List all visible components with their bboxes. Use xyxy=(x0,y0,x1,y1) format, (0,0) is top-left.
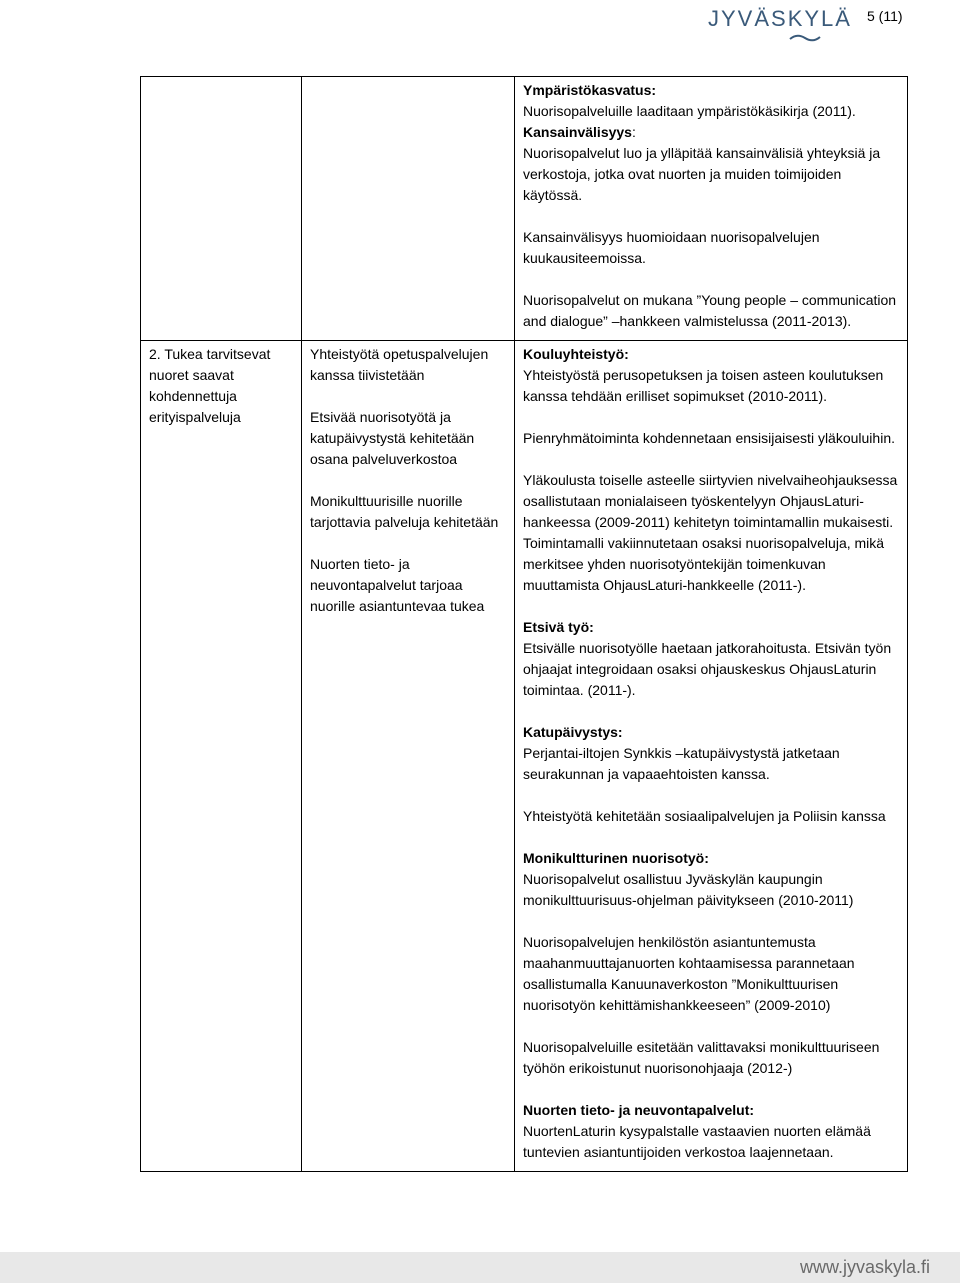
website-link[interactable]: www.jyvaskyla.fi xyxy=(799,1257,930,1277)
measure-item: Monikulttuurisille nuorille tarjottavia palveluja kehitetään xyxy=(310,493,499,530)
wave-icon xyxy=(788,33,822,43)
measure-item: Etsivää nuorisotyötä ja katupäivystystä kehitetään osana palveluverkostoa xyxy=(310,409,475,467)
heading-colon: : xyxy=(631,124,636,140)
table-cell xyxy=(302,77,515,341)
paragraph: Kansainvälisyys huomioidaan nuorisopalvelujen kuukausiteemoissa. xyxy=(523,229,820,266)
paragraph: NuortenLaturin kysypalstalle vastaavien nuorten elämää tuntevien asiantuntijoiden verkostoa laajennetaan. xyxy=(523,1123,871,1160)
jyvaskyla-logo xyxy=(708,6,852,46)
multicultural-work-heading: Monikultturinen nuorisotyö: xyxy=(523,850,709,866)
measure-item: Yhteistyötä opetuspalvelujen kanssa tiivistetään xyxy=(310,346,489,383)
table-cell xyxy=(141,77,302,341)
page-number: 5 (11) xyxy=(867,8,903,24)
measure-item: Nuorten tieto- ja neuvontapalvelut tarjoaa nuorille asiantuntevaa tukea xyxy=(310,556,485,614)
paragraph: Nuorisopalvelujen henkilöstön asiantuntemusta maahanmuuttajanuorten kohtaamisessa parannetaan osallistumalla Kanuunaverkoston ”Monikulttuurisen nuorisotyön kehittämishankkeeseen” (2009-2010) xyxy=(523,934,855,1013)
footer-bar xyxy=(0,1252,960,1283)
measures-cell xyxy=(302,341,515,1172)
paragraph xyxy=(523,122,899,143)
paragraph: Etsivälle nuorisotyölle haetaan jatkorahoitusta. Etsivän työn ohjaajat integroidaan osaksi ohjauskeskus OhjausLaturin toimintaa. (2011-). xyxy=(523,640,892,698)
goal-cell xyxy=(141,341,302,1172)
street-patrol-heading: Katupäivystys: xyxy=(523,724,623,740)
environment-heading: Ympäristökasvatus: xyxy=(523,82,657,98)
paragraph: Perjantai-iltojen Synkkis –katupäivystystä jatketaan seurakunnan ja vapaaehtoisten kanssa. xyxy=(523,745,840,782)
international-heading: Kansainvälisyys xyxy=(523,124,632,140)
paragraph: Nuorisopalveluille esitetään valittavaksi monikulttuuriseen työhön erikoistunut nuorisonohjaaja (2012-) xyxy=(523,1039,880,1076)
paragraph: Nuorisopalvelut osallistuu Jyväskylän kaupungin monikulttuurisuus-ohjelman päivitykseen (2010-2011) xyxy=(523,871,854,908)
paragraph: Nuorisopalvelut luo ja ylläpitää kansainvälisiä yhteyksiä ja verkostoja, jotka ovat nuorten ja muiden toimijoiden käytössä. xyxy=(523,145,881,203)
info-services-heading: Nuorten tieto- ja neuvontapalvelut: xyxy=(523,1102,755,1118)
table-row xyxy=(141,341,908,1172)
table-cell xyxy=(515,77,908,341)
paragraph: Pienryhmätoiminta kohdennetaan ensisijaisesti yläkouluihin. xyxy=(523,430,895,446)
outreach-work-heading: Etsivä työ: xyxy=(523,619,594,635)
paragraph: Yhteistyöstä perusopetuksen ja toisen asteen koulutuksen kanssa tehdään erilliset sopimukset (2010-2011). xyxy=(523,367,884,404)
actions-cell xyxy=(515,341,908,1172)
paragraph: Nuorisopalveluille laaditaan ympäristökäsikirja (2011). xyxy=(523,103,856,119)
content-table xyxy=(140,76,908,1172)
paragraph: Nuorisopalvelut on mukana ”Young people – communication and dialogue” –hankkeen valmistelussa (2011-2013). xyxy=(523,292,897,329)
paragraph: Yhteistyötä kehitetään sosiaalipalvelujen ja Poliisin kanssa xyxy=(523,808,886,824)
paragraph: Yläkoulusta toiselle asteelle siirtyvien nivelvaiheohjauksessa osallistutaan monialaiseen työskentelyyn OhjausLaturi-hankeessa (2009-2011) kehitetyn toimintamallin mukaisesti. Toimintamalli vakiinnutetaan osaksi nuorisopalveluja, mikä merkitsee yhden nuorisotyöntekijän toimenkuvan muuttamista OhjausLaturi-hankkeelle (2011-). xyxy=(523,472,898,593)
table-row xyxy=(141,77,908,341)
logo-text: JYVÄSKYLÄ xyxy=(708,6,852,31)
school-cooperation-heading: Kouluyhteistyö: xyxy=(523,346,629,362)
goal-text: 2. Tukea tarvitsevat nuoret saavat kohdennettuja erityispalveluja xyxy=(149,346,271,425)
